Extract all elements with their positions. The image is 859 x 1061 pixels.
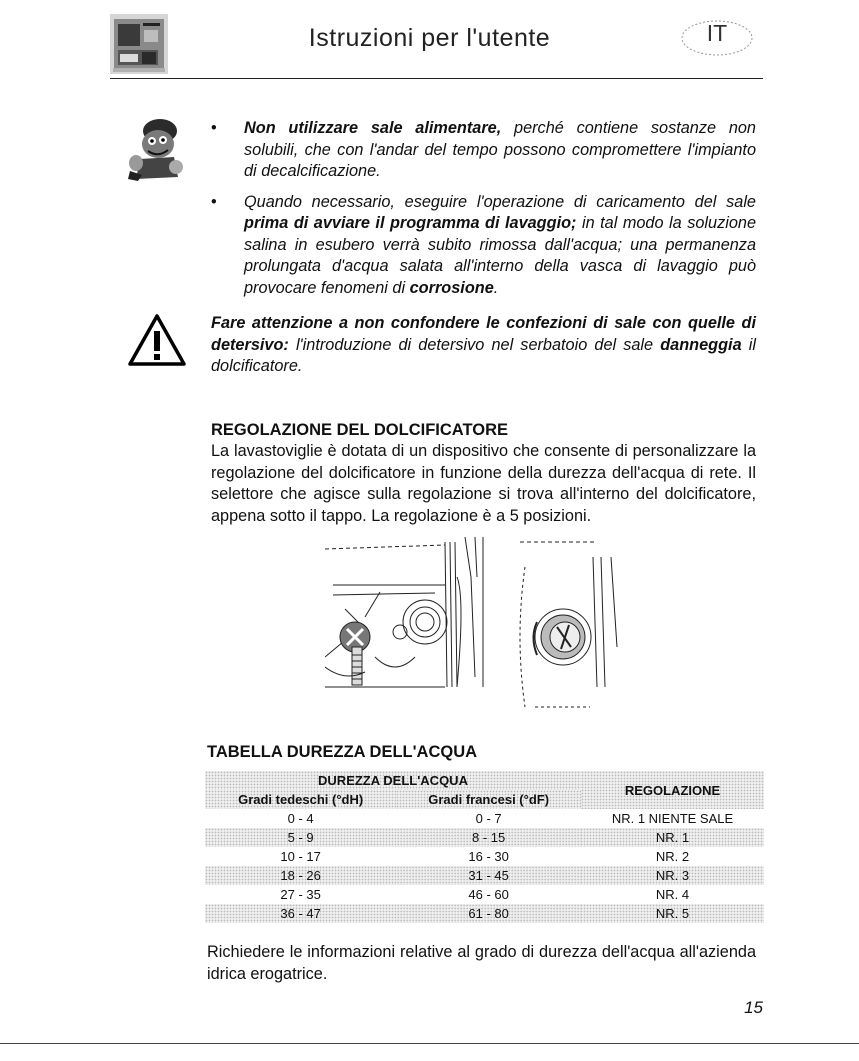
table-cell-df: 61 - 80 — [468, 906, 509, 921]
bullet-2-bold: prima di avviare il programma di lavaggio; — [244, 214, 577, 232]
table-row — [205, 904, 764, 923]
section-body: La lavastoviglie è dotata di un dispositivo che consente di personalizzare la regolazione del dolcificatore in funzione della durezza dell'acqua di rete. Il selettore che agisce sulla regolazione si trova all'interno del dolcificatore, appena sotto il tappo. La regolazione è a 5 posizioni. — [211, 442, 756, 525]
table-group-header: DUREZZA DELL'ACQUA — [205, 771, 581, 790]
footer-note: Richiedere le informazioni relative al grado di durezza dell'acqua all'azienda idrica erogatrice. — [207, 943, 756, 983]
table-cell-df: 8 - 15 — [472, 830, 506, 845]
section-title: REGOLAZIONE DEL DOLCIFICATORE — [211, 421, 509, 439]
table-cell-dh: 0 - 4 — [287, 811, 314, 826]
header-divider — [110, 78, 763, 79]
table-header-df: Gradi francesi (°dF) — [396, 790, 581, 809]
table-cell-df: 31 - 45 — [468, 868, 509, 883]
table-cell-reg: NR. 1 NIENTE SALE — [611, 811, 734, 826]
table-cell-dh: 36 - 47 — [280, 906, 321, 921]
table-cell-reg: NR. 5 — [655, 906, 690, 921]
table-cell-dh: 5 - 9 — [287, 830, 314, 845]
warning-bold: Fare attenzione a non confondere le confezioni di sale con quelle di detersivo: — [211, 314, 756, 354]
table-header-dh: Gradi tedeschi (°dH) — [205, 790, 396, 809]
cartoon-character-icon — [126, 117, 186, 183]
bullet-2-post: . — [493, 278, 499, 297]
warning-icon — [127, 313, 187, 367]
list-item — [211, 192, 756, 300]
bottom-divider — [0, 1043, 859, 1044]
list-item — [211, 118, 756, 183]
table-cell-reg: NR. 1 — [655, 830, 690, 845]
bullet-1-bold: Non utilizzare sale alimentare, — [244, 119, 502, 137]
language-badge: IT — [706, 20, 728, 46]
table-row — [205, 866, 764, 885]
table-cell-df: 16 - 30 — [468, 849, 509, 864]
table-cell-reg: NR. 2 — [655, 849, 690, 864]
warning-bold2: danneggia — [660, 335, 742, 354]
table-row — [205, 809, 764, 828]
table-row — [205, 847, 764, 866]
bullet-1-text: perché contiene sostanze non solubili, che con l'andar del tempo possono compromettere l'impianto di decalcificazione. — [244, 119, 756, 180]
bullet-2-mid: in tal modo la soluzione salina in esubero verrà subito rimossa dall'acqua; una permanenza prolungata d'acqua salata all'interno della vasca di lavaggio può provocare fenomeni di — [244, 214, 756, 297]
table-cell-df: 46 - 60 — [468, 887, 509, 902]
table-row — [205, 885, 764, 904]
softener-dial-illustration — [325, 537, 645, 717]
bullet-2-pre: Quando necessario, eseguire l'operazione di caricamento del sale — [244, 192, 756, 211]
bullet-2-bold2: corrosione — [409, 278, 494, 297]
warning-post: il dolcificatore. — [211, 335, 756, 375]
table-row — [205, 828, 764, 847]
page-number: 15 — [744, 998, 763, 1017]
table-cell-df: 0 - 7 — [475, 811, 502, 826]
table-cell-reg: NR. 4 — [655, 887, 690, 902]
table-title: TABELLA DUREZZA DELL'ACQUA — [207, 743, 478, 761]
table-cell-dh: 27 - 35 — [280, 887, 321, 902]
salt-instructions-list — [211, 118, 756, 308]
table-cell-dh: 18 - 26 — [280, 868, 321, 883]
warning-text-part: l'introduzione di detersivo nel serbatoio del sale — [288, 335, 661, 354]
table-header-regolazione: REGOLAZIONE — [581, 771, 764, 809]
water-hardness-table — [205, 771, 764, 923]
table-cell-dh: 10 - 17 — [280, 849, 321, 864]
warning-text — [211, 313, 756, 378]
page-header-title: Istruzioni per l'utente — [308, 24, 551, 52]
table-cell-reg: NR. 3 — [655, 868, 690, 883]
